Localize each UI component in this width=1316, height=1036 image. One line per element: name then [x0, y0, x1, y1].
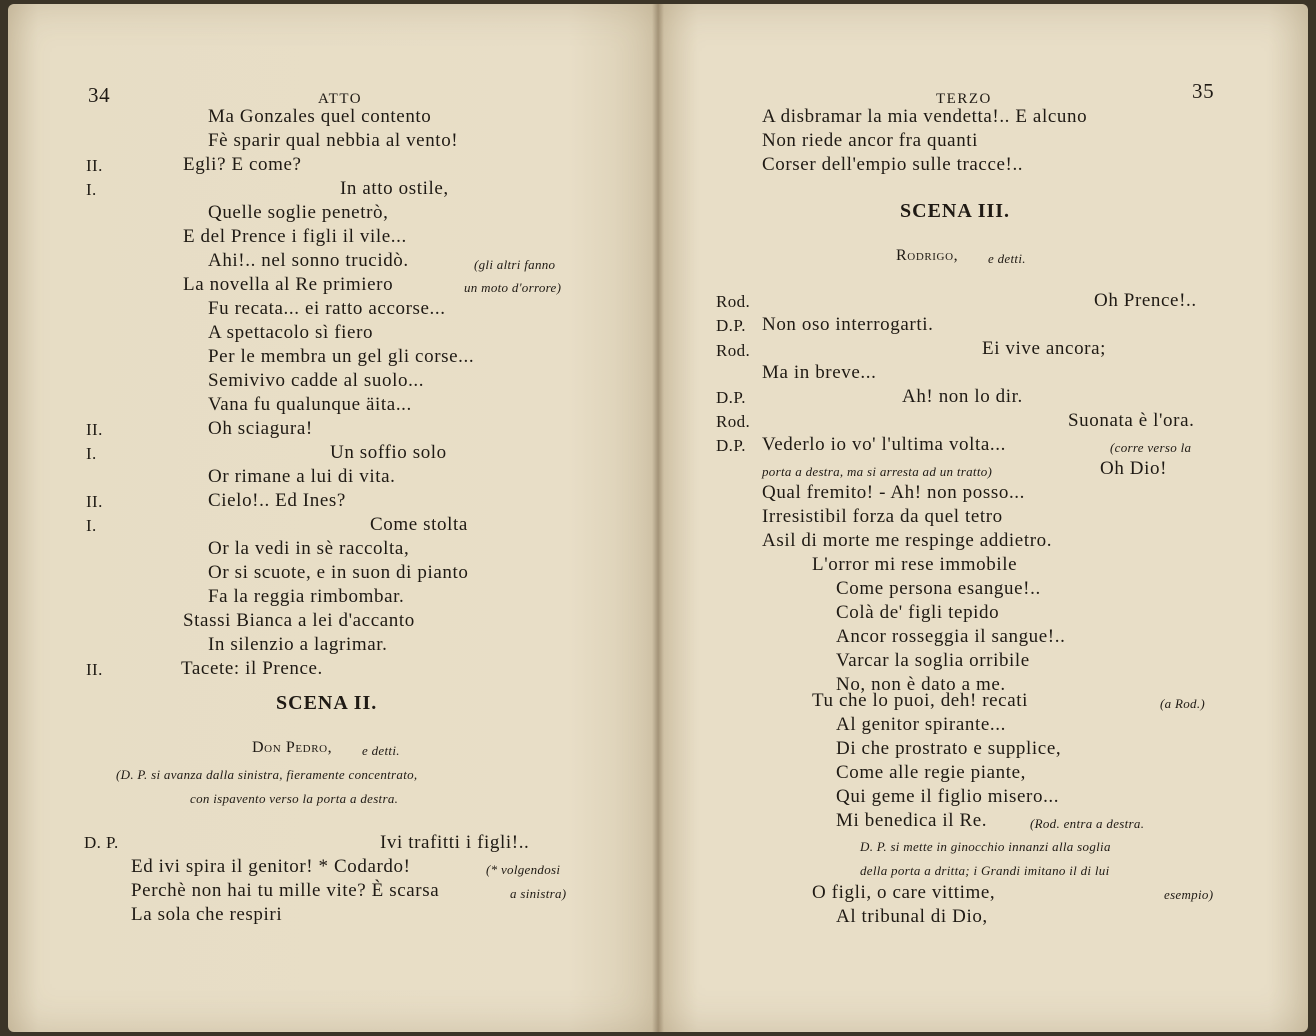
verse-line: In silenzio a lagrimar. [208, 634, 388, 655]
verse-line: Fa la reggia rimbombar. [208, 586, 405, 607]
page-number-left: 34 [88, 83, 111, 107]
stage-note: (corre verso la [1110, 440, 1192, 455]
scene-title-left: SCENA II. [276, 692, 378, 714]
verse-line: La novella al Re primiero [183, 274, 394, 295]
verse-line: E del Prence i figli il vile... [183, 226, 407, 247]
stage-note: a sinistra) [510, 886, 567, 901]
verse-line: L'orror mi rese immobile [812, 554, 1018, 575]
verse-line: Or si scuote, e in suon di pianto [208, 562, 469, 583]
verse-line: Come alle regie piante, [836, 762, 1027, 783]
verse-line: Un soffio solo [330, 442, 447, 463]
verse-line: Egli? E come? [183, 154, 302, 175]
verse-line: In atto ostile, [340, 178, 449, 199]
verse-line: La sola che respiri [131, 904, 283, 925]
speaker-label: Rod. [716, 292, 751, 311]
verse-line: Vana fu qualunque äita... [208, 394, 412, 415]
verse-line: Colà de' figli tepido [836, 602, 1000, 623]
verse-line: Perchè non hai tu mille vite? È scarsa [131, 880, 440, 901]
dialogue-line: Ah! non lo dir. [902, 386, 1023, 407]
dialogue-line: Suonata è l'ora. [1068, 410, 1195, 431]
speaker-label: I. [86, 516, 97, 535]
stage-note: (a Rod.) [1160, 696, 1205, 711]
verse-line: Qui geme il figlio misero... [836, 786, 1060, 807]
speaker-label: D.P. [716, 436, 746, 455]
verse-line: Stassi Bianca a lei d'accanto [183, 610, 415, 631]
speaker-label: I. [86, 444, 97, 463]
verse-line: Ahi!.. nel sonno trucidò. [208, 250, 409, 271]
stage-note: (gli altri fanno [474, 257, 556, 272]
verse-line: Qual fremito! - Ah! non posso... [762, 482, 1025, 503]
speaker-label: II. [86, 492, 103, 511]
verse-line: Fu recata... ei ratto accorse... [208, 298, 446, 319]
stage-note: esempio) [1164, 887, 1214, 902]
running-head-right: TERZO [936, 91, 992, 107]
verse-line: Tu che lo puoi, deh! recati [812, 690, 1029, 711]
characters-left: Don Pedro, [252, 739, 333, 756]
verse-line: A disbramar la mia vendetta!.. E alcuno [762, 106, 1088, 127]
stage-note: D. P. si mette in ginocchio innanzi alla soglia [860, 839, 1111, 854]
scene-title-right: SCENA III. [900, 200, 1011, 222]
verse-line: Fè sparir qual nebbia al vento! [208, 130, 459, 151]
stage-note: della porta a dritta; i Grandi imitano il di lui [860, 863, 1110, 878]
verse-line: O figli, o care vittime, [812, 882, 996, 903]
stage-note: un moto d'orrore) [464, 280, 562, 295]
speaker-label: D. P. [84, 833, 119, 852]
speaker-label: II. [86, 156, 103, 175]
stage-note: porta a destra, ma si arresta ad un tratto) [762, 464, 993, 479]
verse-line: Ma Gonzales quel contento [208, 106, 432, 127]
verse-line: Or rimane a lui di vita. [208, 466, 396, 487]
speaker-label: D.P. [716, 388, 746, 407]
verse-line: Oh Dio! [1100, 458, 1167, 479]
speaker-label: II. [86, 660, 103, 679]
verse-line: Come persona esangue!.. [836, 578, 1041, 599]
verse-line: No, non è dato a me. [836, 674, 1006, 695]
verse-line: Ivi trafitti i figli!.. [380, 832, 530, 853]
dialogue-line: Vederlo io vo' l'ultima volta... [762, 434, 1006, 455]
speaker-label: Rod. [716, 412, 751, 431]
verse-line: Al tribunal di Dio, [836, 906, 988, 927]
verse-line: Come stolta [370, 514, 468, 535]
stage-note: (Rod. entra a destra. [1030, 816, 1145, 831]
page-number-right: 35 [1192, 79, 1215, 103]
verse-line: Quelle soglie penetrò, [208, 202, 389, 223]
dialogue-line: Non oso interrogarti. [762, 314, 934, 335]
speaker-label: D.P. [716, 316, 746, 335]
speaker-label: I. [86, 180, 97, 199]
dialogue-line: Ei vive ancora; [982, 338, 1107, 359]
verse-line: Non riede ancor fra quanti [762, 130, 979, 151]
verse-line: Ed ivi spira il genitor! * Codardo! [131, 856, 411, 877]
characters-note-left: e detti. [362, 743, 400, 758]
speaker-label: Rod. [716, 341, 751, 360]
characters-note-right: e detti. [988, 251, 1026, 266]
stage-direction: (D. P. si avanza dalla sinistra, fieramente concentrato, [116, 767, 418, 782]
dialogue-line: Ma in breve... [762, 362, 877, 383]
verse-line: Corser dell'empio sulle tracce!.. [762, 154, 1024, 175]
verse-line: A spettacolo sì fiero [208, 322, 374, 343]
verse-line: Tacete: il Prence. [181, 658, 323, 679]
stage-direction: con ispavento verso la porta a destra. [190, 791, 399, 806]
verse-line: Cielo!.. Ed Ines? [208, 490, 346, 511]
dialogue-line: Oh Prence!.. [1094, 290, 1197, 311]
verse-line: Or la vedi in sè raccolta, [208, 538, 410, 559]
verse-line: Asil di morte me respinge addietro. [762, 530, 1053, 551]
verse-line: Di che prostrato e supplice, [836, 738, 1062, 759]
verse-line: Varcar la soglia orribile [836, 650, 1030, 671]
book-gutter [652, 4, 664, 1032]
verse-line: Per le membra un gel gli corse... [208, 346, 475, 367]
verse-line: Oh sciagura! [208, 418, 313, 439]
verse-line: Irresistibil forza da quel tetro [762, 506, 1003, 527]
characters-right: Rodrigo, [896, 247, 959, 264]
verse-line: Semivivo cadde al suolo... [208, 370, 425, 391]
speaker-label: II. [86, 420, 103, 439]
verse-line: Al genitor spirante... [836, 714, 1006, 735]
verse-line: Ancor rosseggia il sangue!.. [836, 626, 1066, 647]
verse-line: Mi benedica il Re. [836, 810, 988, 831]
running-head-left: ATTO [318, 91, 363, 107]
stage-note: (* volgendosi [486, 862, 561, 877]
